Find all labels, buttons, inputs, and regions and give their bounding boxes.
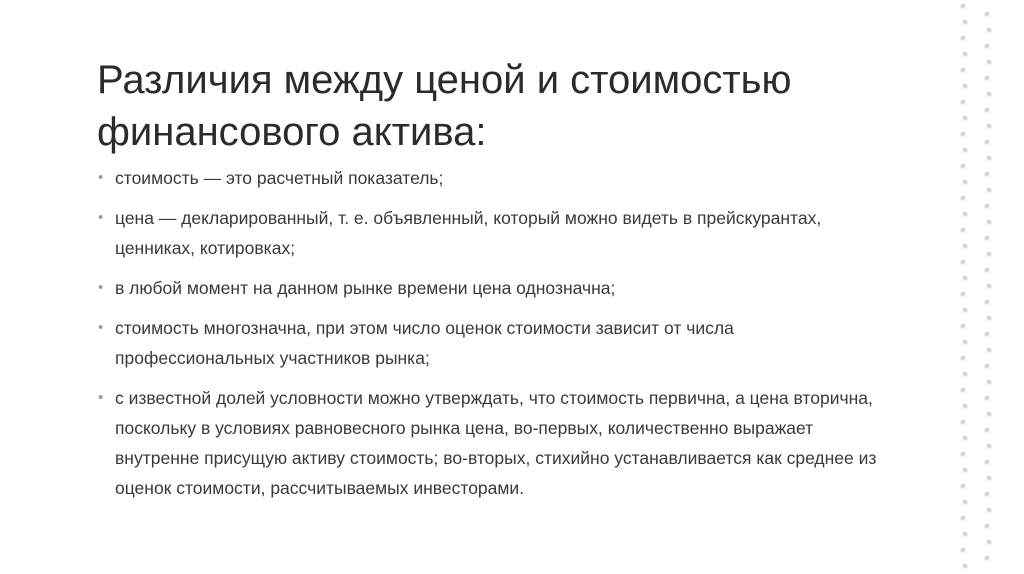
decor-dot — [984, 331, 989, 336]
bullet-item — [98, 383, 888, 503]
decor-dot — [960, 195, 965, 200]
bullet-text: цена — декларированный, т. е. объявленный, который можно видеть в прейскурантах, ценниках, котировках; — [115, 208, 822, 258]
decor-dot — [962, 275, 967, 280]
decor-dot — [962, 51, 967, 56]
decor-dot — [962, 115, 967, 120]
decor-dot — [962, 531, 967, 536]
decor-dot — [986, 59, 991, 64]
decor-dot — [960, 291, 965, 296]
bullet-text: стоимость многозначна, при этом число оценок стоимости зависит от числа профессиональных участников рынка; — [115, 318, 734, 368]
bullet-text: в любой момент на данном рынке времени цена однозначна; — [115, 278, 616, 298]
decor-dot — [960, 515, 965, 520]
decor-dot — [960, 131, 965, 136]
decorative-dot-pattern — [944, 0, 1024, 574]
bullet-dot-icon: • — [98, 279, 104, 296]
decor-dot — [960, 67, 965, 72]
decor-dot — [962, 83, 967, 88]
decor-dot — [986, 155, 991, 160]
decor-dot — [986, 411, 991, 416]
decor-dot — [986, 283, 991, 288]
decor-dot — [962, 499, 967, 504]
bullet-text: с известной долей условности можно утверждать, что стоимость первична, а цена вторична, поскольку в условиях равновесного рынка цена, во-первых, количественно выражает внутренне присущую активу стоимость; во-вторых, стихийно устанавливается как среднее из оценок стоимости, рассчитываемых инвесторами. — [115, 388, 877, 498]
decor-dot — [984, 75, 989, 80]
bullet-item — [98, 313, 888, 373]
bullet-dot-icon: • — [98, 389, 104, 406]
decor-dot — [960, 163, 965, 168]
decor-dot — [986, 539, 991, 544]
decor-dot — [984, 363, 989, 368]
decor-dot — [960, 483, 965, 488]
decor-dot — [962, 243, 967, 248]
bullet-item — [98, 203, 888, 263]
decor-dot — [986, 187, 991, 192]
decor-dot — [986, 507, 991, 512]
decor-dot — [960, 547, 965, 552]
decor-dot — [962, 211, 967, 216]
decor-dot — [984, 203, 989, 208]
decor-dot — [984, 235, 989, 240]
decor-dot — [984, 171, 989, 176]
decor-dot — [962, 371, 967, 376]
decor-dot — [960, 451, 965, 456]
decor-dot — [962, 467, 967, 472]
decor-dot — [962, 19, 967, 24]
decor-dot — [962, 403, 967, 408]
decor-dot — [960, 99, 965, 104]
decor-dot — [986, 443, 991, 448]
decor-dot — [986, 219, 991, 224]
decor-dot — [984, 491, 989, 496]
decor-dot — [960, 259, 965, 264]
decor-dot — [960, 323, 965, 328]
decor-dot — [984, 267, 989, 272]
decor-dot — [984, 427, 989, 432]
decor-dot — [986, 123, 991, 128]
decor-dot — [984, 43, 989, 48]
decor-dot — [986, 91, 991, 96]
decor-dot — [960, 35, 965, 40]
decor-dot — [960, 227, 965, 232]
decor-dot — [984, 139, 989, 144]
decor-dot — [986, 315, 991, 320]
bullet-item — [98, 273, 888, 303]
decor-dot — [984, 459, 989, 464]
bullet-dot-icon: • — [98, 319, 104, 336]
bullet-list — [98, 163, 888, 513]
decor-dot — [960, 419, 965, 424]
decor-dot — [962, 435, 967, 440]
decor-dot — [986, 347, 991, 352]
bullet-dot-icon: • — [98, 169, 104, 186]
slide-title: Различия между ценой и стоимостью финансового актива: — [97, 58, 792, 154]
decor-dot — [984, 107, 989, 112]
bullet-dot-icon: • — [98, 209, 104, 226]
bullet-text: стоимость — это расчетный показатель; — [115, 168, 444, 188]
decor-dot — [960, 3, 965, 8]
decor-dot — [986, 251, 991, 256]
decor-dot — [984, 395, 989, 400]
decor-dot — [962, 563, 967, 568]
decor-dot — [962, 307, 967, 312]
decor-dot — [984, 523, 989, 528]
decor-dot — [986, 379, 991, 384]
decor-dot — [960, 355, 965, 360]
bullet-item — [98, 163, 888, 193]
decor-dot — [962, 147, 967, 152]
decor-dot — [962, 339, 967, 344]
decor-dot — [986, 27, 991, 32]
decor-dot — [986, 475, 991, 480]
decor-dot — [984, 555, 989, 560]
decor-dot — [984, 11, 989, 16]
decor-dot — [962, 179, 967, 184]
decor-dot — [960, 387, 965, 392]
decor-dot — [984, 299, 989, 304]
